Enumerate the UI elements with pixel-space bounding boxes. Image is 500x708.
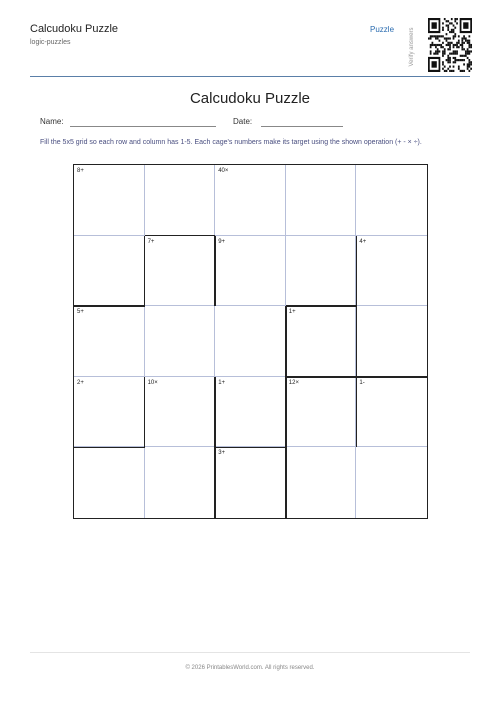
cage-border [356, 236, 358, 307]
cage-border [356, 306, 358, 377]
grid-cell[interactable] [74, 306, 145, 377]
header-divider [30, 76, 470, 77]
cage-border [74, 305, 145, 307]
grid-cell[interactable] [145, 447, 216, 518]
cage-border [214, 377, 216, 448]
qr-code-icon[interactable] [428, 18, 472, 72]
cage-border [74, 447, 145, 449]
grid-cell[interactable] [145, 236, 216, 307]
grid-cell[interactable] [215, 236, 286, 307]
cage-border [286, 376, 357, 378]
cage-border [285, 377, 287, 448]
cage-target-label: 8+ [77, 168, 84, 174]
cage-target-label: 1- [359, 379, 365, 386]
cage-target-label: 9+ [218, 238, 226, 245]
grid-cell[interactable] [74, 447, 145, 518]
site-title: Calcudoku Puzzle [30, 23, 119, 35]
cage-target-label: 40× [218, 168, 229, 174]
grid-cell[interactable] [74, 377, 145, 448]
cage-target-label: 5+ [77, 309, 84, 316]
cage-target-label: 10× [147, 379, 158, 386]
date-label: Date: [233, 117, 253, 126]
cage-border [144, 377, 146, 448]
cage-border [215, 447, 286, 449]
grid-cell[interactable] [356, 165, 427, 236]
cage-border [356, 377, 358, 448]
verify-answers-label [402, 20, 422, 75]
verify-answers-text: Verify answers [409, 27, 415, 67]
calcudoku-grid [73, 164, 428, 519]
footer-divider [30, 652, 470, 653]
instructions: Fill the 5x5 grid so each row and column has 1-5. Each cage's numbers make its target using the shown operation (+ - × ÷). [40, 139, 422, 146]
grid-cell[interactable] [215, 447, 286, 518]
cage-target-label: 2+ [77, 379, 84, 386]
copyright-text: © 2026 PrintablesWorld.com. All rights reserved. [185, 665, 315, 671]
cage-border [214, 447, 216, 518]
puzzle-link[interactable]: Puzzle [370, 25, 395, 34]
grid-cell[interactable] [286, 165, 357, 236]
grid-cell[interactable] [215, 377, 286, 448]
grid-cell[interactable] [356, 377, 427, 448]
cage-border [356, 376, 427, 378]
grid-cell[interactable] [356, 306, 427, 377]
grid-cell[interactable] [74, 236, 145, 307]
grid-cell[interactable] [286, 236, 357, 307]
date-field[interactable] [261, 126, 343, 127]
cage-target-label: 7+ [147, 238, 155, 245]
grid-cell[interactable] [145, 377, 216, 448]
grid-cell[interactable] [286, 377, 357, 448]
grid-cell[interactable] [215, 165, 286, 236]
grid-cell[interactable] [145, 165, 216, 236]
cage-border [214, 236, 216, 307]
grid-cell[interactable] [145, 306, 216, 377]
cage-border [286, 305, 357, 307]
grid-cell[interactable] [356, 447, 427, 518]
cage-target-label: 1+ [288, 309, 296, 316]
cage-target-label: 4+ [359, 238, 367, 245]
page-title: Calcudoku Puzzle [189, 90, 311, 107]
site-category: logic-puzzles [30, 39, 71, 46]
grid-cell[interactable] [286, 447, 357, 518]
cage-border [285, 306, 287, 377]
name-label: Name: [40, 117, 64, 126]
cage-target-label: 1+ [218, 379, 226, 386]
grid-cell[interactable] [74, 165, 145, 236]
cage-border [285, 447, 287, 518]
cage-target-label: 3+ [218, 450, 226, 457]
cage-border [144, 236, 146, 307]
cage-target-label: 12× [288, 379, 299, 386]
name-field[interactable] [70, 126, 216, 127]
cage-border [145, 235, 216, 237]
grid-cell[interactable] [356, 236, 427, 307]
grid-cell[interactable] [215, 306, 286, 377]
grid-cell[interactable] [286, 306, 357, 377]
